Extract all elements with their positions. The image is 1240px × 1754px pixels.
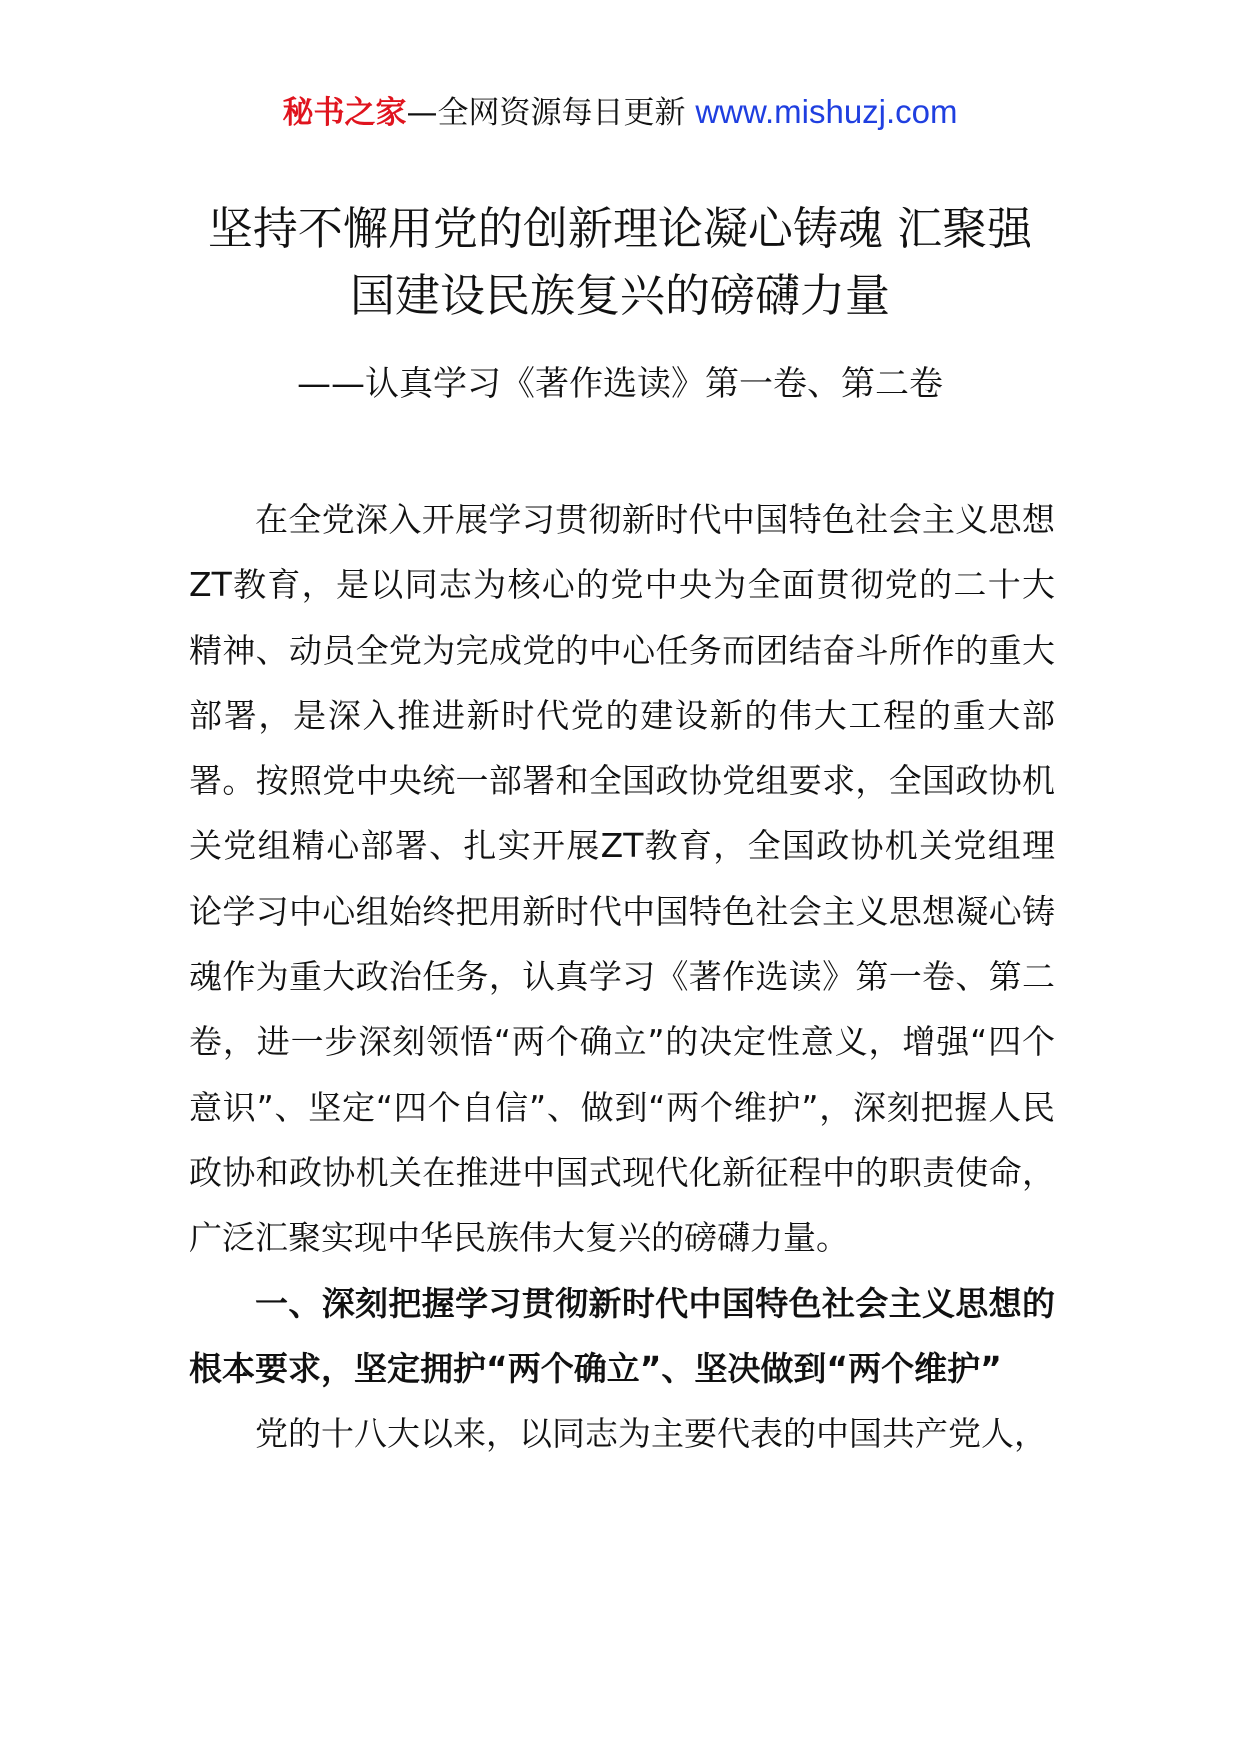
site-header	[0, 92, 1240, 133]
body-paragraph: 在全党深入开展学习贯彻新时代中国特色社会主义思想ZT教育，是以同志为核心的党中央为全面贯彻党的二十大精神、动员全党为完成党的中心任务而团结奋斗所作的重大部署，是深入推进新时代党的建设新的伟大工程的重大部署。按照党中央统一部署和全国政协党组要求，全国政协机关党组精心部署、扎实开展ZT教育，全国政协机关党组理论学习中心组始终把用新时代中国特色社会主义思想凝心铸魂作为重大政治任务，认真学习《著作选读》第一卷、第二卷，进一步深刻领悟“两个确立”的决定性意义，增强“四个意识”、坚定“四个自信”、做到“两个维护”，深刻把握人民政协和政协机关在推进中国式现代化新征程中的职责使命，广泛汇聚实现中华民族伟大复兴的磅礴力量。	[189, 500, 1055, 1258]
brand-name: 秘书之家	[282, 95, 407, 131]
document-subtitle: ——认真学习《著作选读》第一卷、第二卷	[297, 364, 943, 404]
section-heading: 一、深刻把握学习贯彻新时代中国特色社会主义思想的根本要求，坚定拥护“两个确立”、坚决做到“两个维护”	[189, 1283, 1055, 1388]
document-body	[189, 487, 1055, 1466]
body-paragraph: 党的十八大以来，以同志为主要代表的中国共产党人，	[255, 1414, 1047, 1454]
header-tagline: —全网资源每日更新	[406, 95, 686, 131]
title-line-1: 坚持不懈用党的创新理论凝心铸魂 汇聚强	[207, 202, 1033, 255]
site-url-link[interactable]: www.mishuzj.com	[695, 93, 958, 130]
document-title	[150, 195, 1090, 329]
title-line-2: 国建设民族复兴的磅礴力量	[349, 269, 890, 322]
